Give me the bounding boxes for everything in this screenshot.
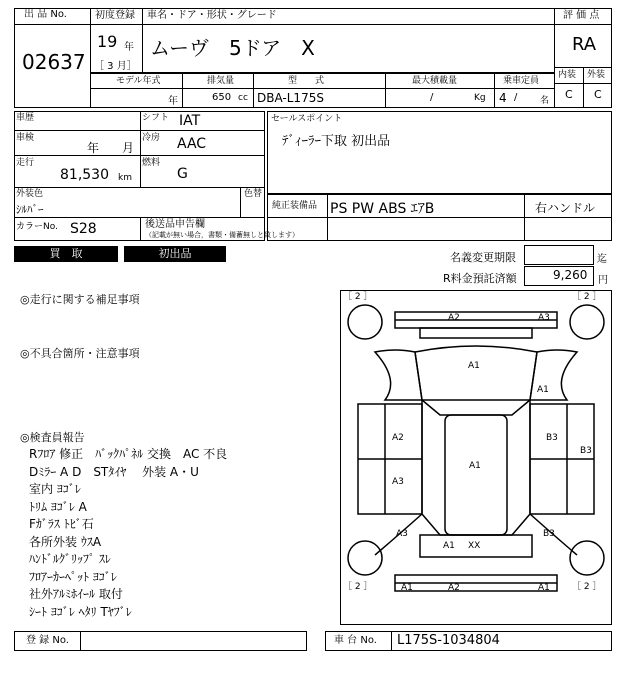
history-label: 車歴 — [16, 113, 35, 123]
inspector-line: 社外ｱﾙﾐﾎｲｰﾙ 取付 — [29, 587, 123, 601]
inspector-report-title: ◎検査員報告 — [20, 431, 85, 444]
fuel-label: 燃料 — [142, 158, 161, 168]
inspector-line: ｼｰﾄ ﾖｺﾞﾚ ﾍﾀﾘ Tﾔﾌﾞﾚ — [29, 604, 132, 619]
capacity-slash: / — [514, 92, 518, 103]
sales-point-value: ﾃﾞｨｰﾗｰ下取 初出品 — [282, 134, 391, 149]
interior-score: C — [565, 88, 573, 101]
first-reg-year: 19 — [97, 32, 118, 51]
inspector-report-lines — [29, 446, 227, 621]
displacement-value: 650 — [212, 92, 232, 103]
inspector-line: 各所外装 ｳｽA — [29, 534, 102, 549]
recycle-unit: 円 — [598, 275, 608, 286]
mileage-value: 81,530 — [60, 167, 109, 183]
displacement-label: 排気量 — [207, 76, 235, 86]
first-reg-label: 初度登録 — [95, 10, 135, 21]
model-code-label: 型 式 — [288, 76, 325, 86]
lot-number-label: 出 品 No. — [24, 9, 67, 20]
inspector-line: ﾌﾛｱｰｶｰﾍﾟｯﾄ ﾖｺﾞﾚ — [29, 569, 117, 584]
damage-mark: A1 — [468, 361, 480, 371]
defects-title: ◎不具合箇所・注意事項 — [20, 347, 140, 360]
equipment-extra-box — [267, 217, 612, 241]
model-year-label: モデル年式 — [116, 76, 161, 86]
damage-mark: A2 — [392, 433, 404, 443]
capacity-label: 乗車定員 — [503, 76, 540, 86]
inspector-line: Dﾐﾗｰ A D STﾀｲﾔ 外装 A・U — [29, 464, 199, 479]
color-number-value: S28 — [70, 221, 97, 237]
car-name-value: ムーヴ 5ドア X — [150, 36, 315, 60]
fuel-value: G — [177, 166, 188, 182]
mileage-supplement-title: ◎走行に関する補足事項 — [20, 293, 140, 306]
name-change-unit: 迄 — [597, 254, 607, 265]
damage-mark: A1 — [537, 385, 549, 395]
exterior-score: C — [594, 88, 602, 101]
equipment-label: 純正装備品 — [272, 201, 318, 211]
exterior-color-label: 外装色 — [16, 189, 44, 199]
inspector-line: Fｶﾞﾗｽ ﾄﾋﾞ石 — [29, 517, 94, 531]
damage-mark: B3 — [543, 529, 555, 539]
ac-value: AAC — [177, 136, 207, 152]
first-reg-year-unit: 年 — [124, 42, 134, 53]
damage-mark: A1 — [401, 583, 413, 593]
damage-mark: A2 — [448, 313, 460, 323]
tire-label-front-right: ［ 2 ］ — [572, 292, 602, 302]
ac-label: 冷房 — [142, 133, 161, 143]
damage-mark: A3 — [538, 313, 550, 323]
inspection-label: 車検 — [16, 133, 35, 143]
damage-mark: B3 — [546, 433, 558, 443]
steering-side: 右ハンドル — [535, 201, 596, 215]
evaluation-label: 評 価 点 — [563, 10, 600, 21]
inspector-line: ﾊﾝﾄﾞﾙｸﾞﾘｯﾌﾟ ｽﾚ — [29, 552, 111, 566]
displacement-unit: cc — [238, 93, 248, 103]
shift-value: IAT — [179, 113, 201, 129]
exterior-color-value: ｼﾙﾊﾞｰ — [16, 203, 44, 216]
name-change-box — [524, 245, 594, 265]
mileage-label: 走行 — [16, 158, 35, 168]
damage-mark: A3 — [396, 529, 408, 539]
delivery-items-label: 後送品申告欄 — [145, 219, 205, 230]
registration-number-label: 登 録 No. — [26, 635, 69, 646]
sales-point-label: セールスポイント — [271, 114, 343, 124]
tire-label-rear-right: ［ 2 ］ — [572, 582, 602, 592]
chassis-number-value: L175S-1034804 — [397, 633, 500, 648]
delivery-items-note: （記載が無い場合，書類・備蓄無しと致します） — [145, 231, 299, 239]
inspection-year: 年 — [87, 141, 100, 155]
evaluation-score: RA — [572, 34, 597, 55]
max-load-unit: Kg — [474, 93, 486, 103]
color-number-label: カラーNo. — [16, 222, 58, 232]
capacity-value: 4 — [499, 91, 507, 105]
model-code-value: DBA-L175S — [257, 91, 324, 105]
tire-label-front-left: ［ 2 ］ — [343, 292, 373, 302]
exterior-label: 外装 — [587, 70, 606, 80]
color-change-label: 色替 — [244, 189, 263, 199]
first-listing-bar: 初出品 — [124, 246, 226, 262]
car-outline-diagram — [340, 290, 612, 625]
damage-mark: A1 — [469, 461, 481, 471]
inspector-line: ﾄﾘﾑ ﾖｺﾞﾚ A — [29, 499, 87, 514]
max-load-label: 最大積載量 — [412, 76, 458, 86]
mileage-unit: km — [118, 173, 132, 183]
max-load-slash: / — [430, 92, 434, 103]
capacity-unit: 名 — [540, 96, 550, 106]
inspector-line: 室内 ﾖｺﾞﾚ — [29, 482, 81, 496]
chassis-number-label: 車 台 No. — [334, 635, 377, 646]
damage-mark: A1 — [443, 541, 455, 551]
car-name-label: 車名・ドア・形状・グレード — [147, 10, 277, 21]
recycle-label: R料金預託済額 — [443, 272, 517, 285]
damage-mark: B3 — [580, 446, 592, 456]
shift-label: シフト — [142, 113, 170, 123]
damage-mark: A2 — [448, 583, 460, 593]
damage-mark: A1 — [538, 583, 550, 593]
model-year-unit: 年 — [168, 96, 178, 107]
name-change-label: 名義変更期限 — [450, 251, 516, 264]
equipment-value: PS PW ABS ｴｱB — [330, 201, 435, 217]
damage-mark: XX — [468, 541, 481, 551]
lot-number-value: 02637 — [22, 50, 86, 74]
first-reg-month: ［ 3 月］ — [94, 61, 137, 72]
damage-mark: A3 — [392, 477, 404, 487]
interior-label: 内装 — [558, 70, 577, 80]
inspection-month: 月 — [122, 141, 135, 155]
recycle-value: 9,260 — [553, 268, 588, 282]
inspector-line: Rﾌﾛｱ 修正 ﾊﾞｯｸﾊﾟﾈﾙ 交換 AC 不良 — [29, 447, 228, 461]
buy-bar: 買 取 — [14, 246, 118, 262]
tire-label-rear-left: ［ 2 ］ — [343, 582, 373, 592]
